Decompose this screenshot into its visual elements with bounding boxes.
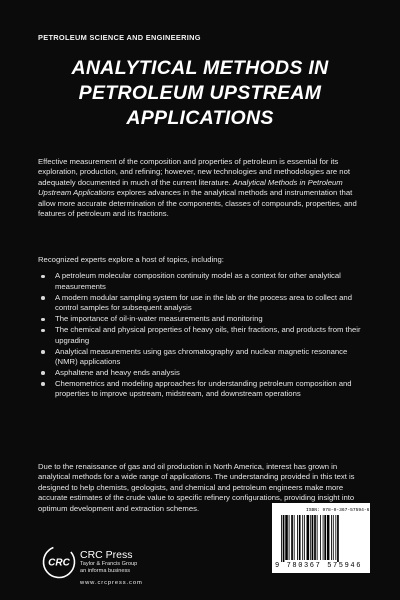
list-item: Asphaltene and heavy ends analysis [38,368,364,378]
list-item: A petroleum molecular composition continuity model as a context for other analytical measurements [38,271,364,292]
isbn-barcode [272,503,370,573]
closing-text: Due to the renaissance of gas and oil production in North America, interest has grown in analytical methods for a wide range of applications. The understanding provided in this text is designed to help chemists, geologists, and chemical and petroleum engineers make more accurate estimates of the crude value to specific refinery configurations, providing insight into optimum development and extraction schemes. [38,462,355,513]
intro-text-1: Effective measurement of the composition and properties of petroleum is essential for its exploration, production, and refining; however, new technologies and methodologies are not adequately documented in much of the current literature. [38,157,350,187]
list-item: Analytical measurements using gas chromatography and nuclear magnetic resonance (NMR) applications [38,347,364,368]
list-item: Chemometrics and modeling approaches for understanding petroleum composition and properties to improve upstream, midstream, and downstream operations [38,379,364,400]
intro-paragraph [38,157,364,219]
title-line-2: PETROLEUM UPSTREAM [78,82,322,104]
topic-list [38,271,364,399]
publisher-name: CRC Press [80,549,133,561]
title-line-3: APPLICATIONS [126,107,274,129]
series-name: PETROLEUM SCIENCE AND ENGINEERING [38,33,201,42]
list-item: The chemical and physical properties of heavy oils, their fractions, and products from their upgrading [38,325,364,346]
publisher-url: www.crcpress.com [80,580,143,586]
topics-section [38,255,364,400]
title-line-1: ANALYTICAL METHODS IN [71,57,329,79]
isbn-label: ISBN: 978-0-367-57594-6 [306,508,370,513]
barcode-digits: 9 780367 575946 [275,562,363,570]
topics-lead: Recognized experts explore a host of topics, including: [38,255,224,264]
publisher-block [80,549,143,586]
intro-book-title: Analytical Methods in Petroleum Upstream Applications [38,177,343,198]
crc-press-logo-icon [42,545,76,579]
publisher-tagline: an informa business [80,568,131,574]
barcode-bars [272,503,370,563]
book-title [20,56,380,131]
publisher-imprint: Taylor & Francis Group [80,561,138,567]
logo-text: CRC [48,557,70,569]
list-item: The importance of oil-in-water measurements and monitoring [38,314,364,324]
list-item: A modern modular sampling system for use in the lab or the process area to collect and control samples for subsequent analysis [38,293,364,314]
intro-text-2: explores advances in the analytical methods and instrumentation that allow more accurate determination of the components, classes of compounds, properties, and features of petroleum and its fractions. [38,188,357,219]
